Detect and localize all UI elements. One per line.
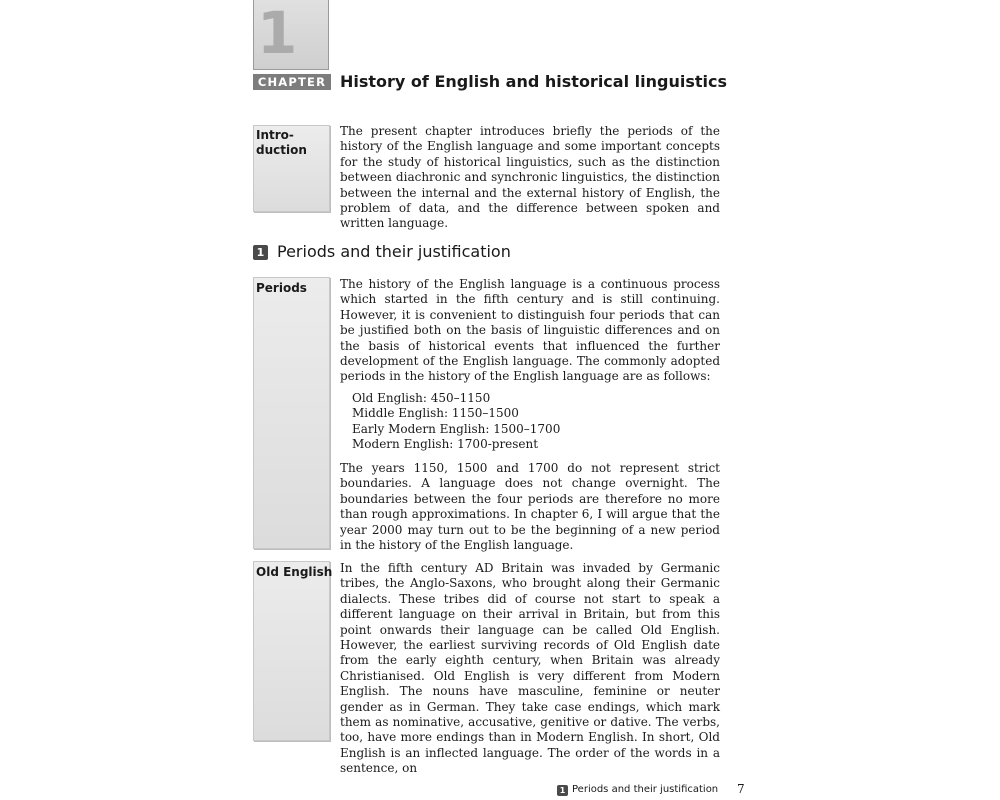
section-title: Periods and their justification (277, 242, 511, 261)
period-item-middle-english: Middle English: 1150–1500 (352, 406, 519, 421)
page-number: 7 (737, 782, 745, 796)
period-item-old-english: Old English: 450–1150 (352, 391, 491, 405)
introduction-label: Intro- duction (256, 128, 307, 157)
periods-margin-box (253, 277, 330, 549)
periods-label: Periods (256, 281, 307, 295)
footer-section-title: Periods and their justification (572, 784, 719, 795)
period-item-modern-english: Modern English: 1700-present (352, 437, 539, 452)
footer-section-badge: 1 (557, 785, 568, 796)
chapter-number: 1 (257, 0, 298, 67)
periods-list (352, 391, 560, 453)
old-english-label: Old English (256, 565, 333, 579)
chapter-title: History of English and historical linguistics (340, 72, 727, 91)
introduction-text: The present chapter introduces briefly the periods of the history of the English language and some important concepts for the study of historical linguistics, such as the distinction between diachronic and synchronic linguistics, the distinction between the internal and the external history of English, the problem of data, and the difference between spoken and written language. (340, 124, 720, 231)
periods-paragraph-1: The history of the English language is a continuous process which started in the fifth century and is still continuing. However, it is convenient to distinguish four periods that can be justified both on the basis of linguistic differences and on the basis of historical events that influenced the further development of the English language. The commonly adopted periods in the history of the English language are as follows: (340, 277, 720, 384)
section-heading (253, 242, 511, 262)
period-item-early-modern-english: Early Modern English: 1500–1700 (352, 421, 561, 436)
old-english-text: In the fifth century AD Britain was invaded by Germanic tribes, the Anglo-Saxons, who brought along their Germanic dialects. These tribes did of course not start to speak a different language on their arrival in Britain, but from this point onwards their language can be called Old English. However, the earliest surviving records of Old English date from the early eighth century, when Britain was already Christianised. Old English is very different from Modern English. The nouns have masculine, feminine or neuter gender as in German. They take case endings, which mark them as nominative, accusative, genitive or dative. The verbs, too, have more endings than in Modern English. In short, Old English is an inflected language. The order of the words in a sentence, on (340, 561, 720, 776)
running-footer (557, 783, 718, 797)
chapter-label: CHAPTER (253, 74, 331, 90)
old-english-margin-box (253, 561, 330, 741)
periods-paragraph-2: The years 1150, 1500 and 1700 do not represent strict boundaries. A language does not change overnight. The boundaries between the four periods are therefore no more than rough approximations. In chapter 6, I will argue that the year 2000 may turn out to be the beginning of a new period in the history of the English language. (340, 461, 720, 553)
section-number-badge: 1 (253, 245, 268, 260)
